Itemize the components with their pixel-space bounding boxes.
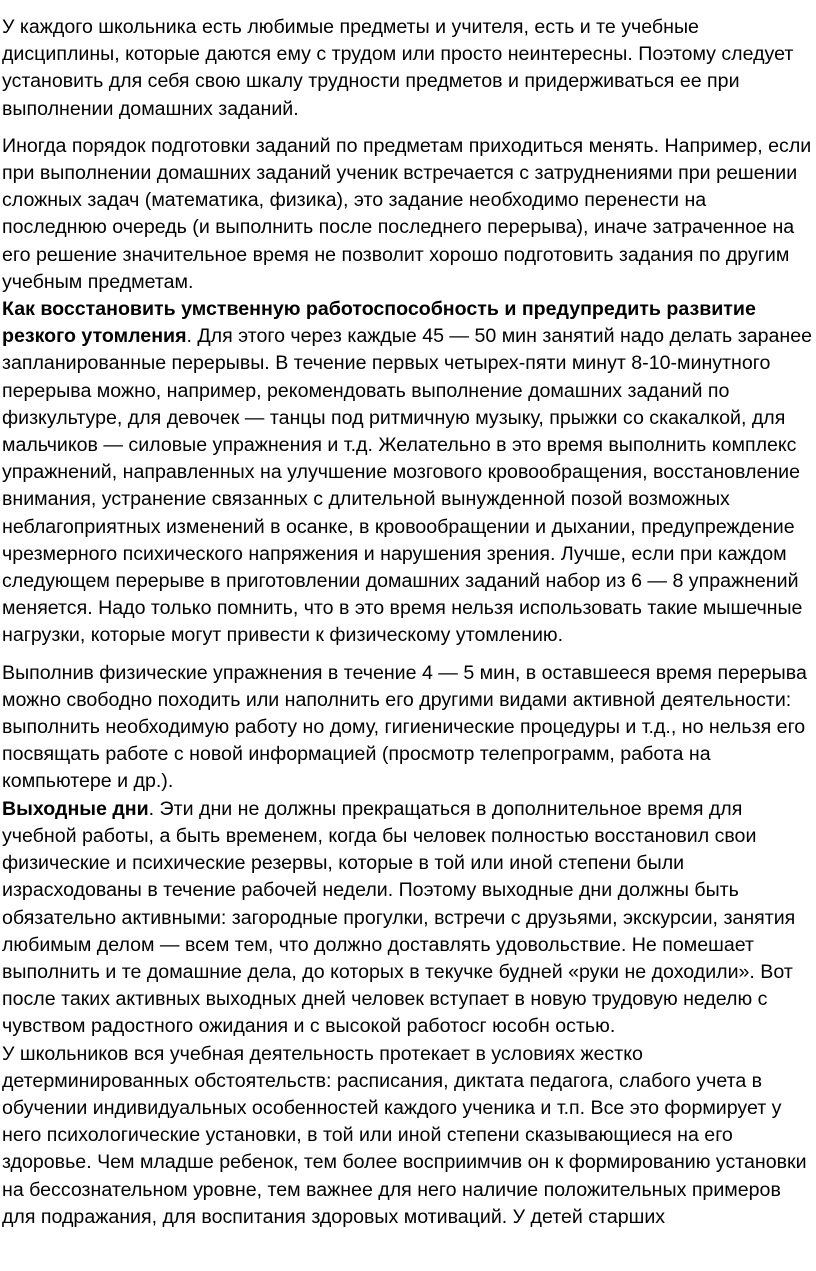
- paragraph-task-order: Иногда порядок подготовки заданий по предметам приходиться менять. Например, если при выполнении домашних заданий ученик встречается с затруднениями при решении сложных задач (математика, физика), это задание необходимо перенести на последнюю очередь (и выполнить после последнего перерыва), иначе затраченное на его решение значительное время не позволит хорошо подготовить задания по другим учебным предметам.: [2, 134, 812, 293]
- paragraph-break-activities: Выполнив физические упражнения в течение 4 — 5 мин, в оставшееся время перерыва можно свободно походить или наполнить его другими видами активной деятельности: выполнить необходимую работу но дому, гигиенические процедуры и т.д., но нельзя его посвящать работе с новой информацией (просмотр телепрограмм, работа на компьютере и др.).: [2, 661, 807, 793]
- paragraph-weekends: [2, 796, 812, 1041]
- paragraph-study-difficulty: У каждого школьника есть любимые предметы и учителя, есть и те учебные дисциплины, которые даются ему с трудом или просто неинтересны. Поэтому следует установить для себя свою шкалу трудности предметов и придерживаться ее при выполнении домашних заданий.: [2, 16, 794, 120]
- paragraph-breaks-body: . Для этого через каждые 45 — 50 мин занятий надо делать заранее запланированные перерывы. В течение первых четырех-пяти минут 8-10-минутного перерыва можно, например, рекомендовать выполнение домашних заданий по физкультуре, для девочек — танцы под ритмичную музыку, прыжки со скакалкой, для мальчиков — силовые упражнения и т.д. Желательно в это время выполнить комплекс упражнений, направленных на улучшение мозгового кровообращения, восстановление внимания, устранение связанных с длительной вынужденной позой возможных неблагоприятных изменений в осанке, в кровообращении и дыхании, предупреждение чрезмерного психического напряжения и нарушения зрения. Лучше, если при каждом следующем перерыве в приготовлении домашних заданий набор из 6 — 8 упражнений меняется. Надо только помнить, что в это время нельзя использовать такие мышечные нагрузки, которые могут привести к физическому утомлению.: [2, 325, 812, 647]
- heading-restore-work-capacity: Как восстановить умственную работоспособность и предупредить развитие резкого утомления: [2, 298, 756, 348]
- heading-weekends: Выходные дни: [2, 797, 149, 820]
- paragraph-weekends-body: . Эти дни не должны прекращаться в дополнительное время для учебной работы, а быть временем, когда бы человек полностью восстановил свои физические и психические резервы, которые в той или иной степени были израсходованы в течение рабочей недели. Поэтому выходные дни должны быть обязательно активными: загородные прогулки, встречи с друзьями, экскурсии, занятия любимым делом — всем тем, что должно доставлять удовольствие. Не помешает выполнить и те домашние дела, до которых в текучке будней «руки не доходили». Вот после таких активных выходных дней человек вступает в новую трудовую неделю с чувством радостного ожидания и с высокой работосг юсобн остью.: [2, 797, 796, 1038]
- paragraph-breaks: [2, 296, 812, 650]
- document-page: [0, 14, 816, 1231]
- paragraph-school-conditions: У школьников вся учебная деятельность протекает в условиях жестко детерминированных обстоятельств: расписания, диктата педагога, слабого учета в обучении индивидуальных особенностей каждого ученика и т.п. Все это формирует у него психологические установки, в той или иной степени сказывающиеся на его здоровье. Чем младше ребенок, тем более восприимчив он к формированию установки на бессознательном уровне, тем важнее для него наличие положительных примеров для подражания, для воспитания здоровых мотиваций. У детей старших: [2, 1042, 807, 1228]
